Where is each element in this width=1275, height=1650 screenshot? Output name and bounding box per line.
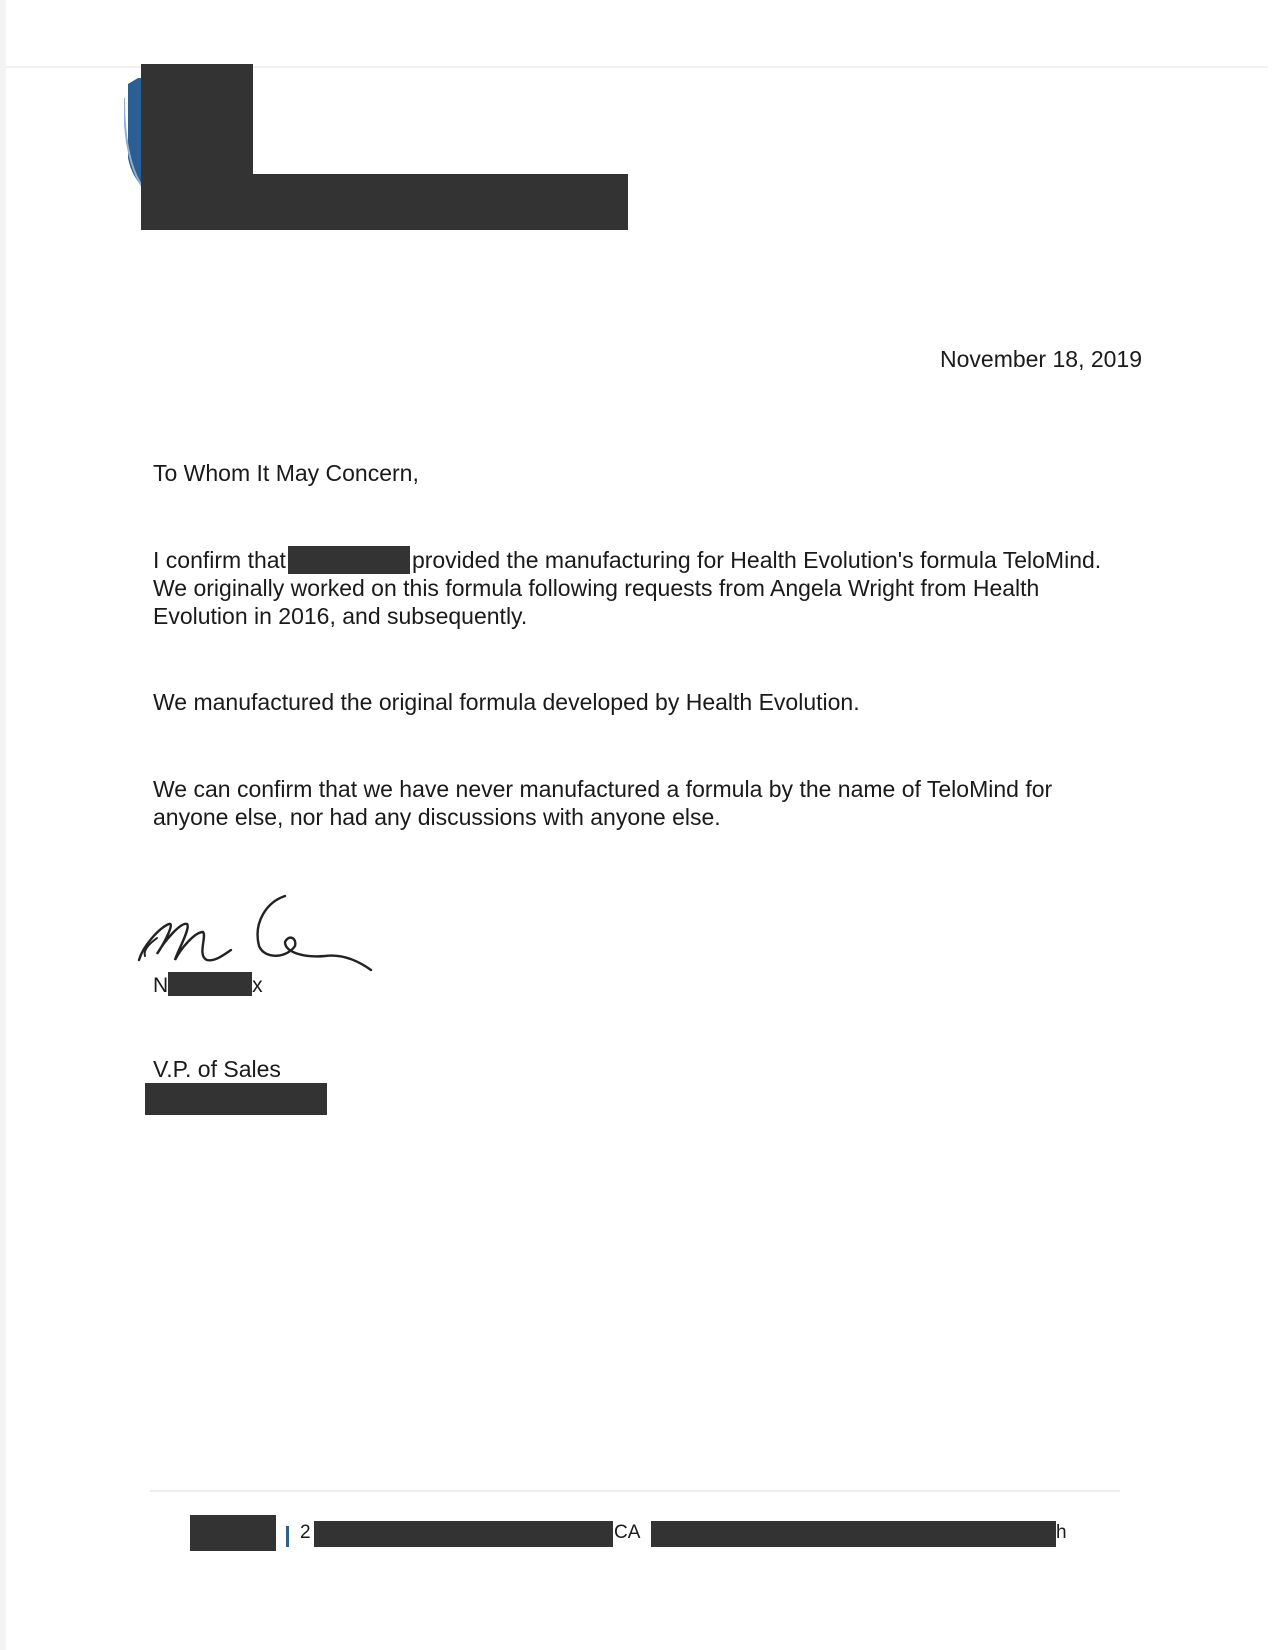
signatory-title: V.P. of Sales [153,1056,281,1082]
redacted-footer-logo [190,1515,276,1551]
paragraph1-end: provided the manufacturing for Health Evolution's formula TeloMind. We originally worked on this formula following requests from Angela Wright from Health Evolution in 2016, and subsequently. [153,547,1102,629]
redacted-name [168,972,252,996]
redacted-footer-contact [651,1521,1056,1547]
redacted-logo-block [141,64,253,184]
footer-rule [150,1490,1120,1492]
redacted-company-line [145,1083,327,1115]
footer-address-number: 2 [300,1522,311,1543]
handwritten-signature [135,892,375,972]
name-last-letter: x [252,974,263,997]
paragraph-original-formula: We manufactured the original formula developed by Health Evolution. [153,689,860,715]
footer-state: CA [614,1522,641,1543]
redacted-footer-address [314,1521,613,1547]
scan-edge [0,0,6,1650]
footer-end-fragment: h [1056,1522,1067,1543]
paragraph-exclusivity: We can confirm that we have never manufactured a formula by the name of TeloMind for anyone else, nor had any discussions with anyone else. [153,776,1053,830]
redacted-company-inline [288,546,410,574]
letterhead-logo [124,64,624,234]
name-first-letter: N [153,974,169,997]
paragraph1-start: I confirm that [153,547,286,573]
redacted-company-name [141,174,628,230]
footer-divider [286,1526,289,1547]
salutation: To Whom It May Concern, [153,460,419,486]
letter-date: November 18, 2019 [940,346,1143,372]
signatory-name [153,972,263,998]
paragraph-confirmation [153,546,1133,630]
